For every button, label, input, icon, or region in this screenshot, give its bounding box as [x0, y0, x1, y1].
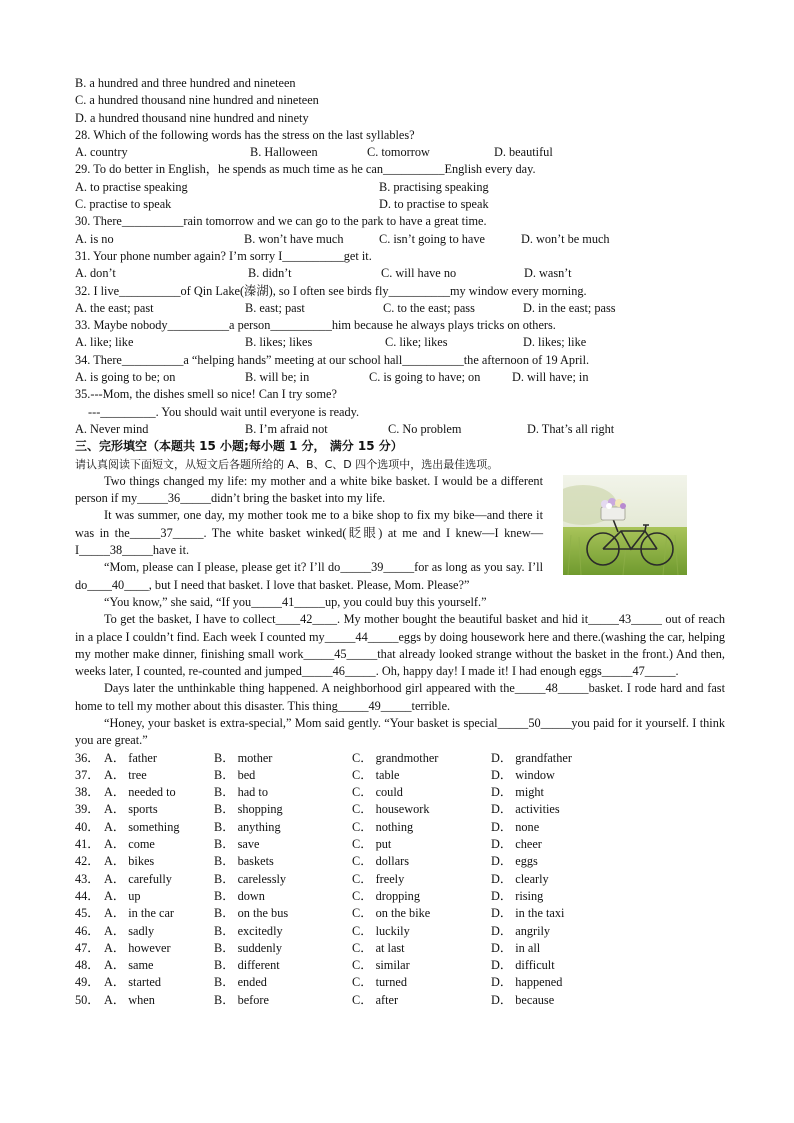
question-item: [75, 213, 725, 248]
answer-row: [75, 905, 725, 922]
option-a: A． bikes: [104, 854, 155, 869]
option-c: C. is going to have; on: [369, 370, 481, 385]
option-c: C. isn’t going to have: [379, 231, 486, 246]
question-text: 31. Your phone number again? I’m sorry I__________get it.: [75, 248, 372, 263]
option-a: A. is no: [75, 231, 114, 246]
question-35-options: [75, 421, 725, 438]
question-27-option: B. a hundred and three hundred and nineteen: [75, 76, 296, 90]
option-b: B． on the bus: [214, 906, 289, 921]
option-d: D． eggs: [491, 854, 538, 869]
answer-number: 44．: [75, 888, 100, 903]
option-c: C. will have no: [381, 266, 457, 281]
option-d: D． happened: [491, 975, 563, 990]
option-c: C． after: [352, 992, 399, 1007]
option-d: D． might: [491, 785, 544, 800]
answer-number: 50．: [75, 992, 100, 1007]
option-c: C． turned: [352, 975, 407, 990]
answer-number: 43．: [75, 871, 100, 886]
option-c: C. No problem: [388, 421, 462, 436]
question-item: [75, 317, 725, 352]
answer-number: 37．: [75, 767, 100, 782]
question-text: 34. There__________a “helping hands” meeting at our school hall__________the afternoon of 19 April.: [75, 352, 590, 367]
question-options-row: [75, 334, 725, 351]
question-options-row: [75, 144, 725, 161]
passage-paragraph-5: To get the basket, I have to collect____42____. My mother bought the beautiful basket and hid it_____43_____ out of reach in a place I couldn’t find. Each week I counted my_____44_____eggs by doing housework here and there.(washing the car, helping my mother make dinner, finishing small work_____45_____that already looked strange without the basket in the front.) And then, weeks later, I counted, re-counted and jumped_____46_____. Oh, happy day! I made it! I had enough eggs_____47_____.: [75, 612, 725, 679]
answer-row: [75, 940, 725, 957]
option-c: C. to the east; pass: [383, 300, 475, 315]
question-27-option: C. a hundred thousand nine hundred and nineteen: [75, 93, 319, 108]
option-a: A． needed to: [104, 785, 176, 800]
question-item: [75, 161, 725, 213]
option-a: A． started: [104, 975, 162, 990]
option-c: C． grandmother: [352, 750, 439, 765]
answer-row: [75, 957, 725, 974]
option-d: D. to practise to speak: [379, 197, 489, 212]
question-item: [75, 352, 725, 387]
section-instruction: 请认真阅读下面短文，从短文后各题所给的 A、B、C、D 四个选项中，选出最佳选项。: [75, 457, 499, 471]
option-a: A． sadly: [104, 923, 155, 938]
question-options-row: [75, 196, 725, 213]
option-d: D． cheer: [491, 837, 542, 852]
passage-paragraph-4: “You know,” she said, “If you_____41_____up, you could buy this yourself.”: [104, 594, 487, 609]
question-options-row: [75, 369, 725, 386]
question-text: 30. There__________rain tomorrow and we can go to the park to have a great time.: [75, 214, 487, 229]
option-a: A. to practise speaking: [75, 179, 188, 194]
answer-row: [75, 888, 725, 905]
option-a: A． come: [104, 837, 155, 852]
option-b: B． had to: [214, 785, 268, 800]
answer-number: 41．: [75, 837, 100, 852]
answer-number: 47．: [75, 940, 100, 955]
option-c: C． could: [352, 785, 403, 800]
option-b: B． different: [214, 958, 280, 973]
option-a: A． however: [104, 940, 171, 955]
option-d: D． because: [491, 992, 555, 1007]
option-a: A． something: [104, 819, 180, 834]
option-b: B. likes; likes: [245, 335, 313, 350]
multiple-choice-questions: [75, 127, 725, 386]
answer-number: 49．: [75, 975, 100, 990]
answer-row: [75, 836, 725, 853]
option-c: C． similar: [352, 958, 410, 973]
option-c: C． dollars: [352, 854, 410, 869]
answer-number: 48．: [75, 958, 100, 973]
option-a: A. country: [75, 145, 128, 160]
question-options-row: [75, 300, 725, 317]
option-a: A. the east; past: [75, 300, 154, 315]
answer-number: 45．: [75, 906, 100, 921]
option-d: D． grandfather: [491, 750, 572, 765]
question-35: [75, 386, 725, 438]
answer-row: [75, 750, 725, 767]
option-b: B． save: [214, 837, 260, 852]
option-d: D. That’s all right: [527, 421, 615, 436]
answer-row: [75, 992, 725, 1009]
answer-number: 42．: [75, 854, 100, 869]
option-c: C. practise to speak: [75, 197, 172, 212]
option-d: D. beautiful: [494, 145, 553, 160]
option-b: B. won’t have much: [244, 231, 344, 246]
question-options-row: [75, 179, 725, 196]
answer-row: [75, 853, 725, 870]
question-options-row: [75, 265, 725, 282]
answer-row: [75, 819, 725, 836]
option-d: D． in all: [491, 940, 541, 955]
option-c: C． freely: [352, 871, 405, 886]
answer-number: 38．: [75, 785, 100, 800]
cloze-answer-options: [75, 750, 725, 1009]
question-35-text: 35.---Mom, the dishes smell so nice! Can I try some?: [75, 387, 337, 402]
option-b: B． excitedly: [214, 923, 283, 938]
option-a: A． same: [104, 958, 154, 973]
option-a: A. don’t: [75, 266, 116, 281]
option-a: A． up: [104, 888, 141, 903]
answer-row: [75, 784, 725, 801]
option-b: B. will be; in: [245, 370, 310, 385]
option-b: B． baskets: [214, 854, 274, 869]
answer-number: 46．: [75, 923, 100, 938]
passage-paragraph-6: Days later the unthinkable thing happened. A neighborhood girl appeared with the_____48_____basket. I rode hard and fast home to tell my mother about this disaster. This thing_____49_____terrible.: [75, 681, 725, 713]
section-title: 三、完形填空（本题共 15 小题;每小题 1 分， 满分 15 分）: [75, 439, 403, 454]
option-d: D． in the taxi: [491, 906, 565, 921]
option-d: D. won’t be much: [521, 231, 610, 246]
option-b: B. Halloween: [250, 145, 318, 160]
question-item: [75, 248, 725, 283]
answer-row: [75, 801, 725, 818]
answer-number: 40．: [75, 819, 100, 834]
option-a: A. like; like: [75, 335, 134, 350]
answer-row: [75, 871, 725, 888]
option-c: C． nothing: [352, 819, 414, 834]
passage-paragraph-7: “Honey, your basket is extra-special,” Mom said gently. “Your basket is special_____50_____you paid for it yourself. I think you are great.”: [75, 715, 725, 748]
option-a: A． father: [104, 750, 157, 765]
option-b: B． suddenly: [214, 940, 282, 955]
question-item: [75, 283, 725, 318]
option-a: A. is going to be; on: [75, 370, 176, 385]
option-b: B. east; past: [245, 300, 305, 315]
passage-paragraph-3: “Mom, please can I please, please get it? I’ll do_____39_____for as long as you say. I’ll do____40____, but I need that basket. I love that basket. Please, Mom. Please?”: [75, 560, 543, 592]
option-b: B. practising speaking: [379, 179, 489, 194]
option-d: D． clearly: [491, 871, 549, 886]
option-c: C. like; likes: [385, 335, 448, 350]
question-item: [75, 127, 725, 162]
answer-number: 39．: [75, 802, 100, 817]
option-b: B． before: [214, 992, 269, 1007]
option-a: A． when: [104, 992, 155, 1007]
option-b: B． down: [214, 888, 265, 903]
option-d: D. will have; in: [512, 370, 589, 385]
option-d: D． difficult: [491, 958, 555, 973]
option-b: B. didn’t: [248, 266, 292, 281]
option-b: B． bed: [214, 767, 256, 782]
option-c: C． put: [352, 837, 392, 852]
option-a: A． tree: [104, 767, 147, 782]
option-d: D． activities: [491, 802, 560, 817]
option-c: C． table: [352, 767, 400, 782]
option-d: D. wasn’t: [524, 266, 572, 281]
option-a: A. Never mind: [75, 421, 149, 436]
option-c: C． luckily: [352, 923, 410, 938]
question-27-options: [75, 75, 725, 127]
option-c: C. tomorrow: [367, 145, 430, 160]
option-c: C． housework: [352, 802, 430, 817]
bike-basket-photo: [563, 475, 687, 575]
option-b: B． carelessly: [214, 871, 287, 886]
option-a: A． carefully: [104, 871, 172, 886]
option-b: B． ended: [214, 975, 267, 990]
passage-paragraph-2: It was summer, one day, my mother took me to a bike shop to fix my bike—and there it was in the_____37_____. The white basket winked(眨眼) at me and I knew—I knew—I_____38_____have it.: [75, 508, 543, 558]
exam-page: [75, 75, 725, 1009]
option-b: B． mother: [214, 750, 273, 765]
option-d: D． rising: [491, 888, 544, 903]
question-text: 29. To do better in English，he spends as much time as he can__________English every day.: [75, 162, 536, 177]
option-d: D． none: [491, 819, 540, 834]
question-text: 33. Maybe nobody__________a person__________him because he always plays tricks on others.: [75, 318, 556, 333]
question-text: 28. Which of the following words has the stress on the last syllables?: [75, 127, 415, 142]
question-35-reply: ---_________. You should wait until everyone is ready.: [88, 404, 360, 419]
option-d: D. likes; like: [523, 335, 587, 350]
question-text: 32. I live__________of Qin Lake(溱湖), so I often see birds fly__________my window every morning.: [75, 283, 587, 298]
passage-paragraph-1: Two things changed my life: my mother and a white bike basket. I would be a different person if my_____36_____didn’t bring the basket into my life.: [75, 473, 543, 506]
option-d: D． window: [491, 767, 555, 782]
answer-row: [75, 974, 725, 991]
option-b: B. I’m afraid not: [245, 421, 328, 436]
option-c: C． on the bike: [352, 906, 431, 921]
option-b: B． anything: [214, 819, 281, 834]
option-a: A． in the car: [104, 906, 174, 921]
option-a: A． sports: [104, 802, 158, 817]
option-c: C． dropping: [352, 888, 420, 903]
option-d: D. in the east; pass: [523, 300, 616, 315]
question-27-option: D. a hundred thousand nine hundred and ninety: [75, 110, 309, 125]
answer-row: [75, 923, 725, 940]
bike-basket-image: [563, 475, 687, 575]
option-c: C． at last: [352, 940, 405, 955]
option-d: D． angrily: [491, 923, 551, 938]
question-options-row: [75, 231, 725, 248]
answer-number: 36．: [75, 750, 100, 765]
option-b: B． shopping: [214, 802, 283, 817]
answer-row: [75, 767, 725, 784]
